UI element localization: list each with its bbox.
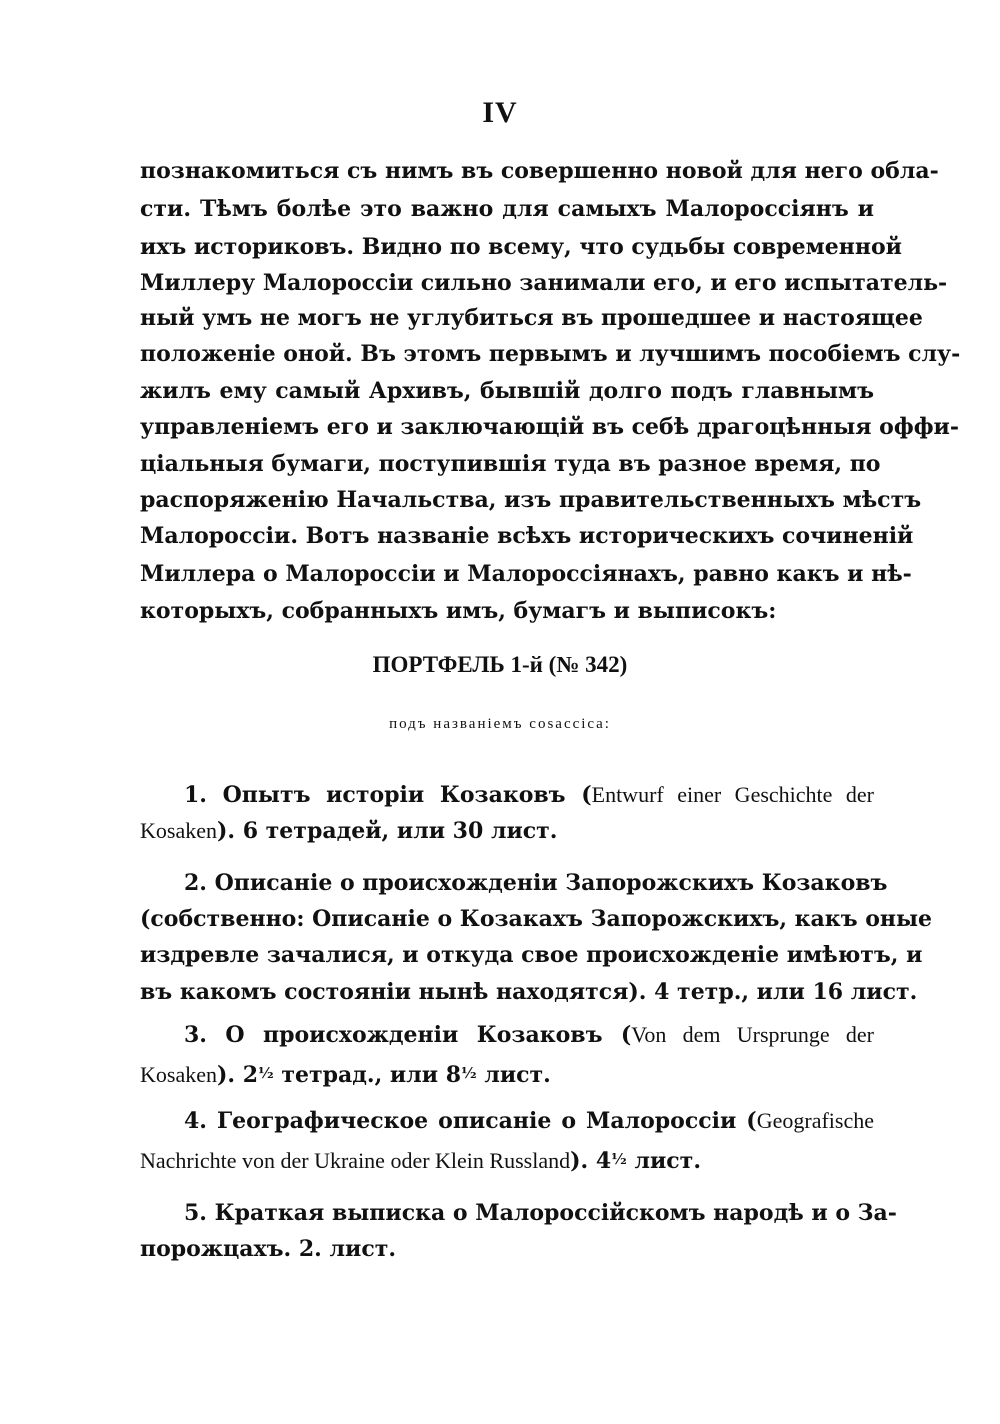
text-line: 5. Краткая выписка о Малороссійскомъ народѣ и о За- xyxy=(184,1200,897,1226)
text-line xyxy=(184,1020,874,1050)
german-title: Kosaken xyxy=(140,1062,217,1087)
german-title: Geografische xyxy=(756,1108,874,1133)
item-text: ). 4 xyxy=(570,1148,612,1174)
text-line xyxy=(184,780,874,810)
text-line: 2. Описаніе о происхожденіи Запорожскихъ Козаковъ xyxy=(184,870,888,896)
section-heading: ПОРТФЕЛЬ 1-й (№ 342) xyxy=(372,652,628,677)
text-line: сти. Тѣмъ болѣе это важно для самыхъ Малороссіянъ и xyxy=(140,196,874,222)
text-line: въ какомъ состояніи нынѣ находятся). 4 тетр., или 16 лист. xyxy=(140,979,918,1005)
item-text: лист. xyxy=(626,1148,701,1174)
fraction: ½ xyxy=(461,1064,477,1082)
german-title: Kosaken xyxy=(140,818,217,843)
text-line: распоряженію Начальства, изъ правительственныхъ мѣстъ xyxy=(140,487,922,513)
text-line: положеніе оной. Въ этомъ первымъ и лучшимъ пособіемъ слу- xyxy=(140,341,961,367)
german-title: Von dem Ursprunge der xyxy=(631,1022,874,1047)
item-text: ). 6 тетрадей, или 30 лист. xyxy=(216,818,558,844)
text-line: порожцахъ. 2. лист. xyxy=(140,1236,397,1262)
page-number: IV xyxy=(482,96,518,129)
fraction: ½ xyxy=(611,1150,627,1168)
item-text: 4. Географическое описаніе о Малороссіи ( xyxy=(184,1108,757,1134)
text-line xyxy=(140,1058,874,1090)
text-line: управленіемъ его и заключающій въ себѣ драгоцѣнныя оффи- xyxy=(140,414,959,440)
text-line xyxy=(184,1106,874,1136)
text-line xyxy=(140,816,874,846)
text-line: ціальныя бумаги, поступившія туда въ разное время, по xyxy=(140,451,881,477)
item-text: ). 2 xyxy=(216,1062,259,1088)
text-line: Миллеру Малороссіи сильно занимали его, и его испытатель- xyxy=(140,270,948,296)
text-line: ный умъ не могъ не углубиться въ прошедшее и настоящее xyxy=(140,305,923,331)
item-text: тетрад., или 8 xyxy=(273,1062,461,1088)
german-title: Entwurf einer Geschichte der xyxy=(591,782,875,807)
text-line: ихъ историковъ. Видно по всему, что судьбы современной xyxy=(140,234,902,260)
text-line: (собственно: Описаніе о Козакахъ Запорожскихъ, какъ оные xyxy=(140,906,933,932)
text-line: познакомиться съ нимъ въ совершенно новой для него обла- xyxy=(140,158,939,184)
fraction: ½ xyxy=(258,1064,274,1082)
item-text: лист. xyxy=(476,1062,551,1088)
text-line: жилъ ему самый Архивъ, бывшій долго подъ главнымъ xyxy=(140,378,874,404)
section-subheading: подъ названіемъ cosaccica: xyxy=(389,716,611,732)
item-text: 1. Опытъ исторіи Козаковъ ( xyxy=(184,782,592,808)
text-line: Малороссіи. Вотъ названіе всѣхъ историческихъ сочиненій xyxy=(140,523,914,549)
text-line: Миллера о Малороссіи и Малороссіянахъ, равно какъ и нѣ- xyxy=(140,561,912,587)
text-line: издревле зачалися, и откуда свое происхожденіе имѣютъ, и xyxy=(140,942,923,968)
text-line xyxy=(140,1144,874,1176)
german-title: Nachrichte von der Ukraine oder Klein Russland xyxy=(140,1148,571,1173)
text-line: которыхъ, собранныхъ имъ, бумагъ и выписокъ: xyxy=(140,598,777,624)
item-text: 3. О происхожденіи Козаковъ ( xyxy=(184,1022,632,1048)
